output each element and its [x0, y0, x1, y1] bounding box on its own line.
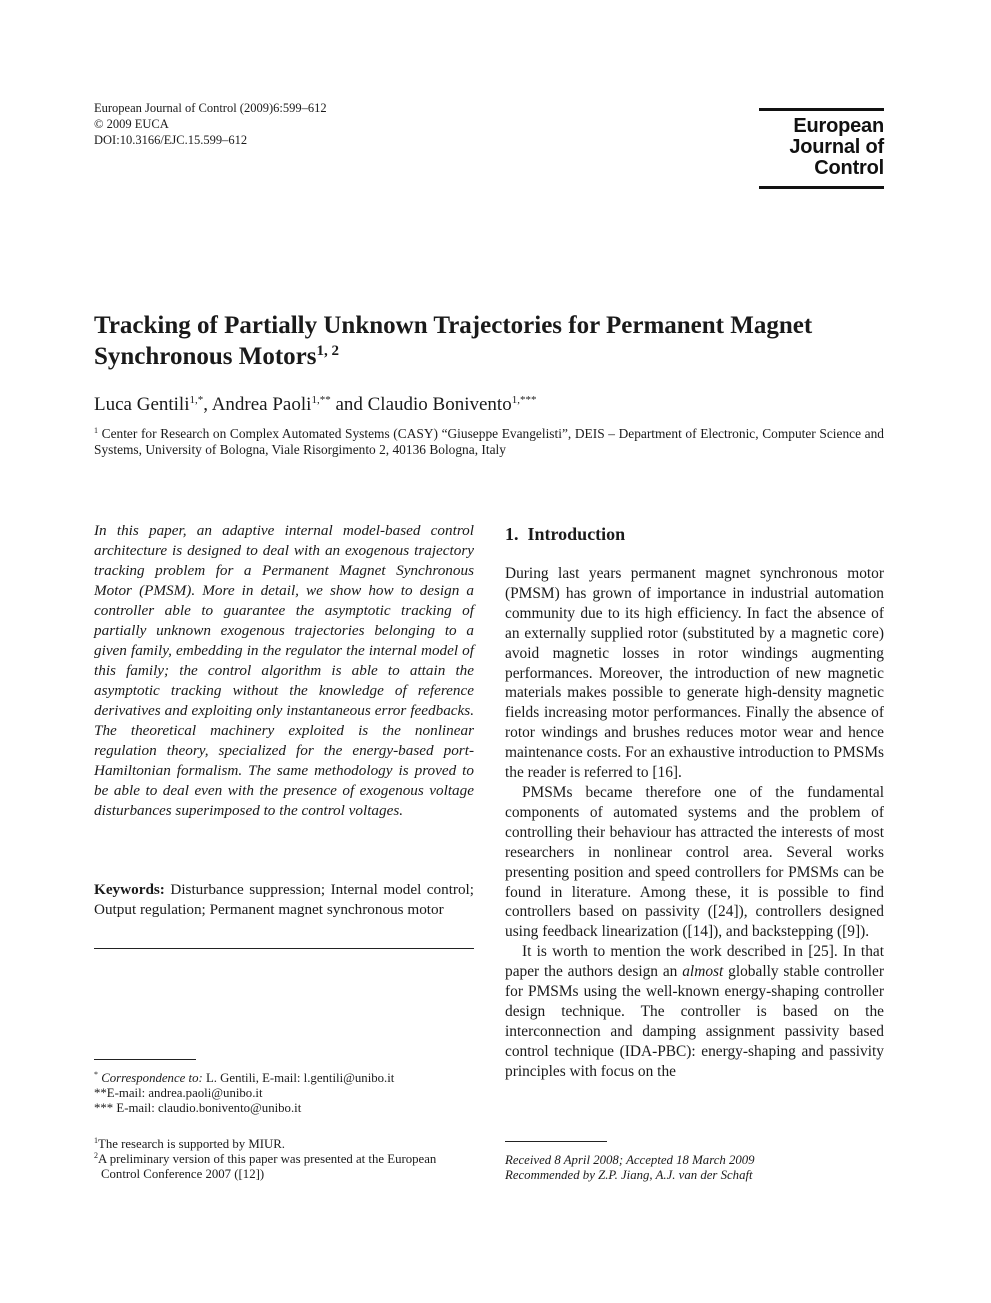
- paper-title: [94, 310, 884, 372]
- logo-line-2: Journal of: [789, 136, 884, 158]
- author-name: Andrea Paoli: [211, 394, 312, 415]
- keywords-text: Disturbance suppression; Internal model control; Output regulation; Permanent magnet synchronous motor: [94, 881, 474, 918]
- journal-logo: [759, 108, 884, 189]
- funding-mark: 2: [94, 1151, 98, 1160]
- funding-mark: 1: [94, 1136, 98, 1145]
- intro-p3-emphasis: almost: [682, 963, 724, 981]
- intro-p3-end: globally stable controller for PMSMs using the well-known energy-shaping controller design technique. The controller is based on the interconnection and damping assignment passivity based control technique (IDA-PBC): energy-shaping and passivity principles with focus on the: [505, 963, 884, 1080]
- section-number: 1.: [505, 524, 519, 544]
- introduction-body: [505, 564, 884, 1082]
- logo-line-1: European: [793, 115, 884, 137]
- intro-paragraph-3: [505, 942, 884, 1081]
- correspondence-label: Correspondence to:: [101, 1071, 203, 1085]
- title-footnote-marks: 1, 2: [316, 343, 339, 359]
- affiliation-mark: 1: [94, 426, 98, 435]
- correspondence-line: [94, 1071, 394, 1086]
- section-heading: [505, 522, 625, 546]
- affiliation-text: Center for Research on Complex Automated Systems (CASY) “Giuseppe Evangelisti”, DEIS – Department of Electronic, Computer Science and Systems, University of Bologna, Viale Risorgimento 2, 40136 Bologna, Italy: [94, 426, 884, 457]
- journal-meta: [94, 100, 327, 148]
- author-separator: ,: [203, 394, 212, 415]
- abstract-divider: [94, 948, 474, 949]
- recommended-by: Recommended by Z.P. Jiang, A.J. van der Schaft: [505, 1168, 753, 1182]
- correspondence-footnotes: [94, 1071, 394, 1116]
- funding-note-2-cont: Control Conference 2007 ([12]): [101, 1167, 265, 1181]
- funding-note-1: [94, 1137, 474, 1152]
- footnote-divider: [94, 1059, 196, 1060]
- keywords: [94, 880, 474, 920]
- journal-logo-text: [789, 116, 884, 179]
- correspondence-text: L. Gentili, E-mail: l.gentili@unibo.it: [205, 1071, 395, 1085]
- affiliation: [94, 426, 884, 458]
- logo-line-3: Control: [814, 157, 884, 179]
- funding-text: A preliminary version of this paper was presented at the European: [98, 1152, 437, 1166]
- abstract: In this paper, an adaptive internal model-based control architecture is designed to deal with an exogenous trajectory tracking problem for a Permanent Magnet Synchronous Motor (PMSM). More in detail, we show how to design a controller able to guarantee the asymptotic tracking of partially unknown exogenous trajectories belonging to a given family, embedding in the regulator the internal model of this family; the control algorithm is able to attain the asymptotic tracking without the knowledge of reference derivatives and exploiting only instantaneous error feedbacks. The theoretical machinery exploited is the nonlinear regulation theory, specialized for the energy-based port-Hamiltonian formalism. The same methodology is proved to be able to deal even with the presence of exogenous voltage disturbances superimposed to the control voltages.: [94, 522, 474, 819]
- received-info: [505, 1153, 755, 1183]
- received-divider: [505, 1141, 607, 1142]
- paper-title-text: Tracking of Partially Unknown Trajectories for Permanent Magnet Synchronous Motors: [94, 312, 813, 370]
- author-name: Luca Gentili: [94, 394, 190, 415]
- author-mark: 1,***: [511, 394, 537, 406]
- doi: DOI:10.3166/EJC.15.599–612: [94, 133, 248, 147]
- funding-footnotes: [94, 1137, 474, 1182]
- email-line-paoli: **E-mail: andrea.paoli@unibo.it: [94, 1086, 263, 1100]
- copyright: © 2009 EUCA: [94, 117, 169, 131]
- section-title: Introduction: [527, 524, 626, 544]
- keywords-label: Keywords:: [94, 881, 165, 898]
- funding-text: The research is supported by MIUR.: [98, 1137, 285, 1151]
- author-mark: 1,**: [311, 394, 331, 406]
- funding-note-2: [94, 1152, 474, 1167]
- correspondence-mark: *: [94, 1070, 98, 1079]
- intro-paragraph-1: During last years permanent magnet synchronous motor (PMSM) has grown of importance in industrial automation community due to its high efficiency. In fact the absence of an externally supplied rotor (substituted by a magnetic core) avoid magnetic losses in rotor windings augmenting performances. Moreover, the introduction of new magnetic materials makes possible to generate high-density magnetic fields increasing motor performances. Finally the absence of rotor windings and brushes reduces motor wear and hence maintenance costs. For an exhaustive introduction to PMSMs the reader is referred to [16].: [505, 565, 884, 782]
- intro-p3-start: It is worth to mention the work described in [25]. In that paper the authors design an: [505, 943, 884, 981]
- author-mark: 1,*: [189, 394, 204, 406]
- intro-paragraph-2: PMSMs became therefore one of the fundamental components of automated systems and the problem of controlling their behaviour has attracted the interests of most researchers in nonlinear control area. Several works presenting position and speed controllers for PMSMs can be found in literature. Among these, it is possible to find controllers based on passivity ([24]), controllers designed using feedback linearization ([14]), and backstepping ([9]).: [505, 783, 884, 941]
- received-dates: Received 8 April 2008; Accepted 18 March 2009: [505, 1153, 755, 1167]
- journal-citation: European Journal of Control (2009)6:599–612: [94, 101, 327, 115]
- email-line-bonivento: *** E-mail: claudio.bonivento@unibo.it: [94, 1101, 302, 1115]
- author-separator: and: [330, 394, 368, 415]
- author-name: Claudio Bonivento: [367, 394, 512, 415]
- author-list: [94, 393, 884, 417]
